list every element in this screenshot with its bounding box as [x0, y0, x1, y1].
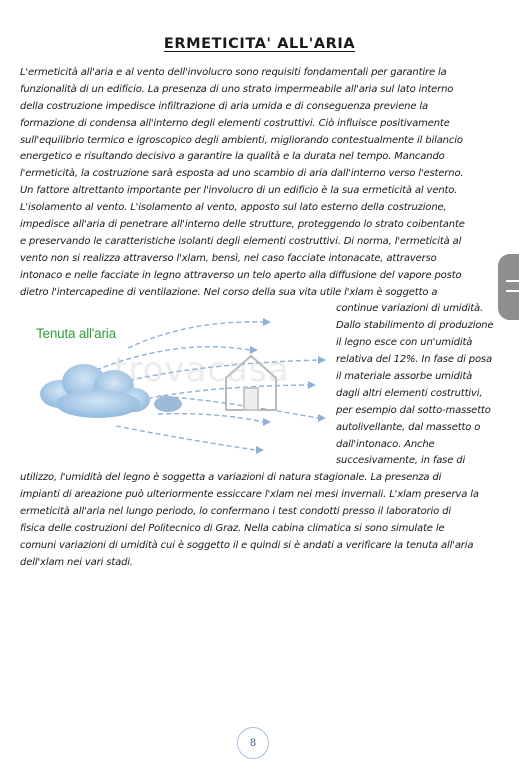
- text-line: L'ermeticità all'aria e al vento dell'involucro sono requisiti fondamentali per garantire la: [20, 67, 447, 78]
- page-title: ERMETICITA' ALL'ARIA: [163, 36, 356, 52]
- side-text-line: per esempio dal sotto-massetto: [336, 404, 491, 416]
- text-line: dell'xlam nei vari stadi.: [20, 556, 133, 568]
- side-text-line: il materiale assorbe umidità: [336, 371, 473, 383]
- text-line: e preservando le caratteristiche isolanti degli elementi costruttivi. Di norma, l'ermeticità al: [20, 235, 462, 247]
- text-line: intonaco e nelle facciate in legno attraverso un telo aperto alla diffusione del vapore posto: [20, 269, 462, 281]
- text-line: formazione di condensa all'interno degli elementi costruttivi. Ciò influisce positivamente: [20, 117, 450, 129]
- watermark: trovacasa: [114, 350, 290, 390]
- text-line: ermeticità all'aria nel lungo periodo, lo confermano i test condotti presso il laboratorio di: [20, 506, 451, 518]
- side-text-line: continue variazioni di umidità.: [336, 303, 484, 315]
- text-line: l'ermeticità, la costruzione sarà esposta ad uno scambio di aria dall'interno verso l'esterno.: [20, 168, 464, 180]
- text-line: funzionalità di un edificio. La presenza di uno strato impermeabile all'aria sul lato interno: [20, 83, 454, 95]
- side-text-line: relativa del 12%. In fase di posa: [336, 354, 492, 366]
- side-menu-handle[interactable]: [498, 254, 519, 320]
- text-line: comuni variazioni di umidità cui è soggetto il e quindi si è andati a verificare la tenuta all'aria: [20, 539, 474, 551]
- text-line: impianti di areazione può ulteriormente essiccare l'xlam nei mesi invernali. L'xlam preserva la: [20, 489, 479, 501]
- side-text-line: dagli altri elementi costruttivi,: [336, 387, 483, 399]
- text-line: vento non si realizza attraverso l'xlam, bensì, nel caso facciate intonacate, attraverso: [20, 252, 437, 264]
- side-text-line: autolivellante, dal massetto o: [336, 421, 481, 433]
- text-line: energetico e risultando decisivo a garantire la qualità e la durata nel tempo. Mancando: [20, 151, 445, 163]
- text-line: fisica delle costruzioni del Politecnico di Graz. Nella cabina climatica si sono simulate le: [20, 523, 445, 535]
- text-line: utilizzo, l'umidità del legno è soggetta a variazioni di natura stagionale. La presenza di: [20, 472, 442, 484]
- figure-label: Tenuta all'aria: [36, 326, 116, 341]
- text-line: dietro l'intercapedine di ventilazione. Nel corso della sua vita utile l'xlam è soggetto a: [20, 286, 438, 298]
- text-line: della costruzione impedisce infiltrazione di aria umida e di conseguenza previene la: [20, 100, 428, 112]
- text-line: impedisce all'aria di penetrare all'interno delle strutture, proteggendo lo strato coibentante: [20, 219, 465, 231]
- text-line: sull'equilibrio termico e igroscopico degli ambienti, migliorando contestualmente il bilancio: [20, 134, 463, 146]
- side-text-line: il legno esce con un'umidità: [336, 337, 473, 349]
- side-text-line: succesivamente, in fase di: [336, 455, 466, 467]
- text-line: Un fattore altrettanto importante per l'involucro di un edificio è la sua ermeticità al vento.: [20, 185, 458, 197]
- page-number-badge: 8: [237, 727, 269, 759]
- text-line: L'isolamento al vento. L'isolamento al vento, apposto sul lato esterno della costruzione,: [20, 202, 447, 214]
- side-text-line: Dallo stabilimento di produzione: [336, 320, 494, 332]
- side-text-line: dall'intonaco. Anche: [336, 438, 435, 450]
- handle-line-icon: [506, 290, 519, 292]
- airtightness-illustration: [18, 300, 328, 458]
- handle-line-icon: [506, 280, 519, 282]
